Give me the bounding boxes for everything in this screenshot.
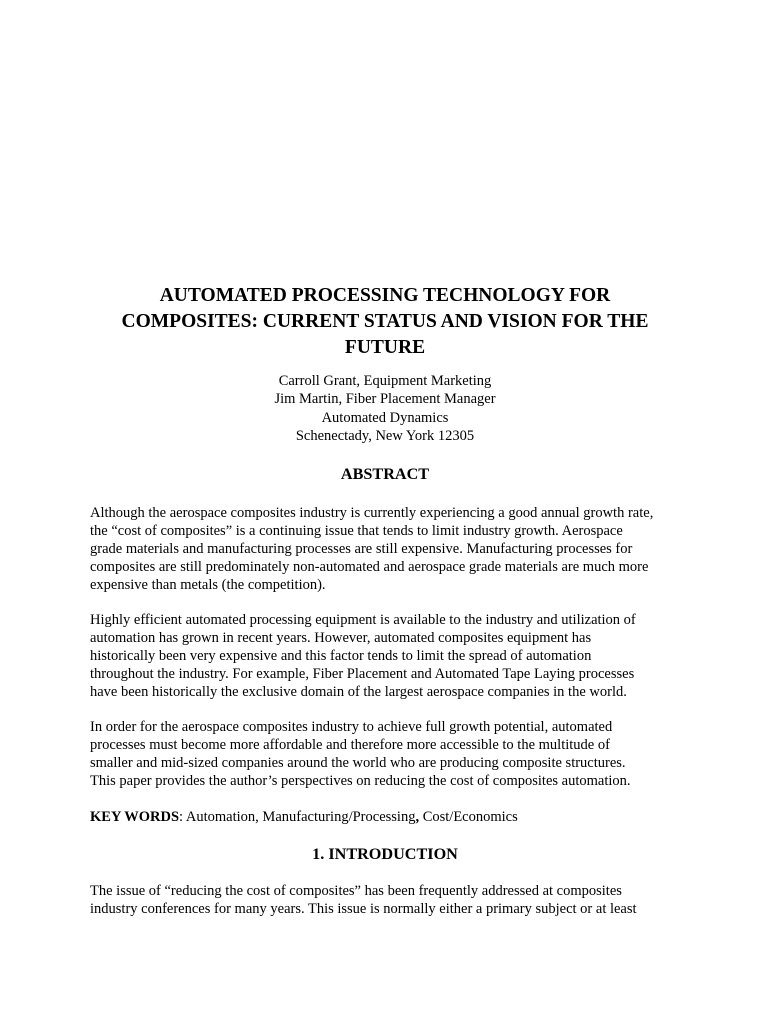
abstract-paragraph <box>90 611 690 701</box>
text-line: processes must become more affordable and therefore more accessible to the multitude of <box>90 737 610 753</box>
text-line: the “cost of composites” is a continuing issue that tends to limit industry growth. Aerospace <box>90 523 623 539</box>
text-line: This paper provides the author’s perspectives on reducing the cost of composites automation. <box>90 773 631 789</box>
author-block <box>90 372 680 445</box>
text-line: have been historically the exclusive domain of the largest aerospace companies in the world. <box>90 684 627 700</box>
text-line: The issue of “reducing the cost of composites” has been frequently addressed at composites <box>90 883 622 899</box>
title-line: AUTOMATED PROCESSING TECHNOLOGY FOR <box>159 285 611 306</box>
text-line: automation has grown in recent years. However, automated composites equipment has <box>90 630 592 646</box>
text-line: Highly efficient automated processing equipment is available to the industry and utilization of <box>90 612 636 628</box>
title-line: FUTURE <box>344 337 426 358</box>
abstract-heading: ABSTRACT <box>340 465 430 483</box>
author-line: Jim Martin, Fiber Placement Manager <box>274 391 496 408</box>
affiliation-line: Automated Dynamics <box>321 409 449 426</box>
keywords-text: Cost/Economics <box>419 809 518 825</box>
keywords-line <box>90 808 518 826</box>
text-line: smaller and mid-sized companies around the world who are producing composite structures. <box>90 755 626 771</box>
abstract-paragraph <box>90 718 690 790</box>
keywords-label: KEY WORDS <box>90 809 180 825</box>
title-line: COMPOSITES: CURRENT STATUS AND VISION FOR THE <box>121 311 649 332</box>
paper-title <box>90 283 680 361</box>
address-line: Schenectady, New York 12305 <box>295 427 475 444</box>
text-line: Although the aerospace composites industry is currently experiencing a good annual growth rate, <box>90 505 654 521</box>
text-line: historically been very expensive and this factor tends to limit the spread of automation <box>90 648 592 664</box>
text-line: expensive than metals (the competition). <box>90 577 326 593</box>
introduction-paragraph <box>90 882 690 918</box>
text-line: grade materials and manufacturing processes are still expensive. Manufacturing processes for <box>90 541 633 557</box>
text-line: composites are still predominately non-automated and aerospace grade materials are much more <box>90 559 649 575</box>
author-line: Carroll Grant, Equipment Marketing <box>278 373 492 389</box>
text-line: throughout the industry. For example, Fiber Placement and Automated Tape Laying processes <box>90 666 635 682</box>
keywords-text: : Automation, Manufacturing/Processing <box>179 809 416 825</box>
text-line: In order for the aerospace composites industry to achieve full growth potential, automated <box>90 719 613 735</box>
abstract-paragraph <box>90 504 690 594</box>
keywords-separator: , <box>415 809 420 825</box>
introduction-heading: 1. INTRODUCTION <box>312 845 458 863</box>
text-line: industry conferences for many years. This issue is normally either a primary subject or at least <box>90 901 637 917</box>
